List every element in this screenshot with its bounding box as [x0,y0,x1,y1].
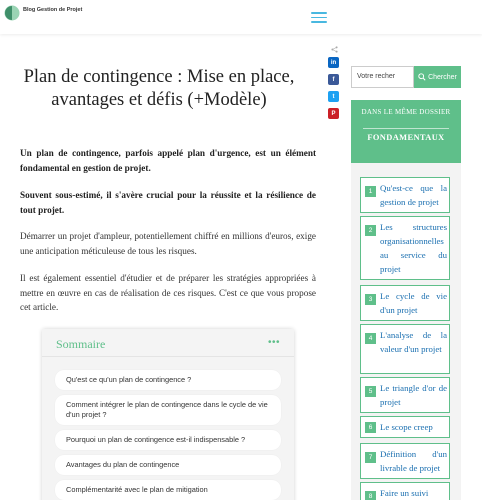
dossier-item-link[interactable]: Définition d'un livrable de projet [380,449,447,473]
site-header [0,0,482,34]
dossier-widget [351,100,461,500]
item-number: 8 [365,491,376,500]
body-paragraph-2: Il est également essentiel d'étudier et de préparer les stratégies appropriées à mettre en œuvre en cas de réalisation de ces risques. C'est ce que vous propose cet article. [20,273,316,312]
hamburger-icon[interactable] [311,12,327,23]
item-number: 6 [365,422,376,433]
dossier-title: FONDAMENTAUX [367,133,445,142]
search-button[interactable] [414,66,461,88]
dossier-item[interactable] [360,443,450,479]
intro-paragraph: Un plan de contingence, parfois appelé plan d'urgence, est un élément fondamental en gestion de projet. [20,148,316,173]
twitter-share-button[interactable]: t [328,91,339,102]
dossier-item-link[interactable]: Le scope creep [380,422,433,432]
body-paragraph: Démarrer un projet d'ampleur, potentiellement chiffré en millions d'euros, exige une anticipation méticuleuse de tous les risques. [20,231,316,256]
table-of-contents [42,329,294,500]
dossier-item[interactable] [360,216,450,280]
item-number: 1 [365,186,376,197]
toc-list [55,370,281,500]
facebook-share-button[interactable]: f [328,74,339,85]
dossier-subtitle: DANS LE MÊME DOSSIER [361,108,451,116]
share-icon [328,45,340,53]
item-number: 5 [365,386,376,397]
dossier-item[interactable] [360,285,450,321]
pinterest-share-button[interactable]: P [328,108,339,119]
page-title: Plan de contingence : Mise en place, avantages et défis (+Modèle) [23,67,295,110]
item-number: 4 [365,333,376,344]
share-bar [328,45,340,125]
toc-item[interactable]: Pourquoi un plan de contingence est-il indispensable ? [55,430,281,450]
toc-item[interactable]: Complémentarité avec le plan de mitigation [55,480,281,500]
toc-header[interactable] [42,329,294,357]
dossier-item-link[interactable]: Les structures organisationnelles au service du projet [380,222,447,274]
toc-title: Sommaire [56,337,106,351]
divider [363,128,449,129]
dossier-item[interactable] [360,324,450,374]
item-number: 7 [365,452,376,463]
dossier-item[interactable] [360,177,450,213]
dossier-item[interactable] [360,416,450,438]
intro-paragraph-2: Souvent sous-estimé, il s'avère crucial pour la réussite et la résilience de tout projet. [20,190,316,215]
dossier-item[interactable] [360,377,450,413]
search-icon [418,73,426,81]
more-dots-icon[interactable]: ••• [267,337,280,348]
item-number: 3 [365,294,376,305]
search-input[interactable]: Votre recher [351,66,414,88]
search-button-label: Chercher [428,73,457,81]
logo-text: Blog Gestion de Projet [23,7,83,13]
linkedin-share-button[interactable]: in [328,57,339,68]
dossier-header [351,100,461,160]
dossier-item-link[interactable]: Le cycle de vie d'un projet [380,291,447,315]
item-number: 2 [365,225,376,236]
dossier-list [351,163,461,500]
dossier-item-link[interactable]: Qu'est-ce que la gestion de projet [380,183,447,207]
dossier-item-link[interactable]: Le triangle d'or de projet [380,383,447,407]
leaf-icon [4,5,20,21]
toc-item[interactable]: Comment intégrer le plan de contingence dans le cycle de vie d'un projet ? [55,395,281,425]
dossier-item[interactable] [360,482,450,500]
toc-item[interactable]: Qu'est ce qu'un plan de contingence ? [55,370,281,390]
dossier-item-link[interactable]: Faire un suivi [380,488,429,498]
dossier-item-link[interactable]: L'analyse de la valeur d'un projet [380,330,447,354]
toc-item[interactable]: Avantages du plan de contingence [55,455,281,475]
site-logo[interactable] [4,5,82,21]
